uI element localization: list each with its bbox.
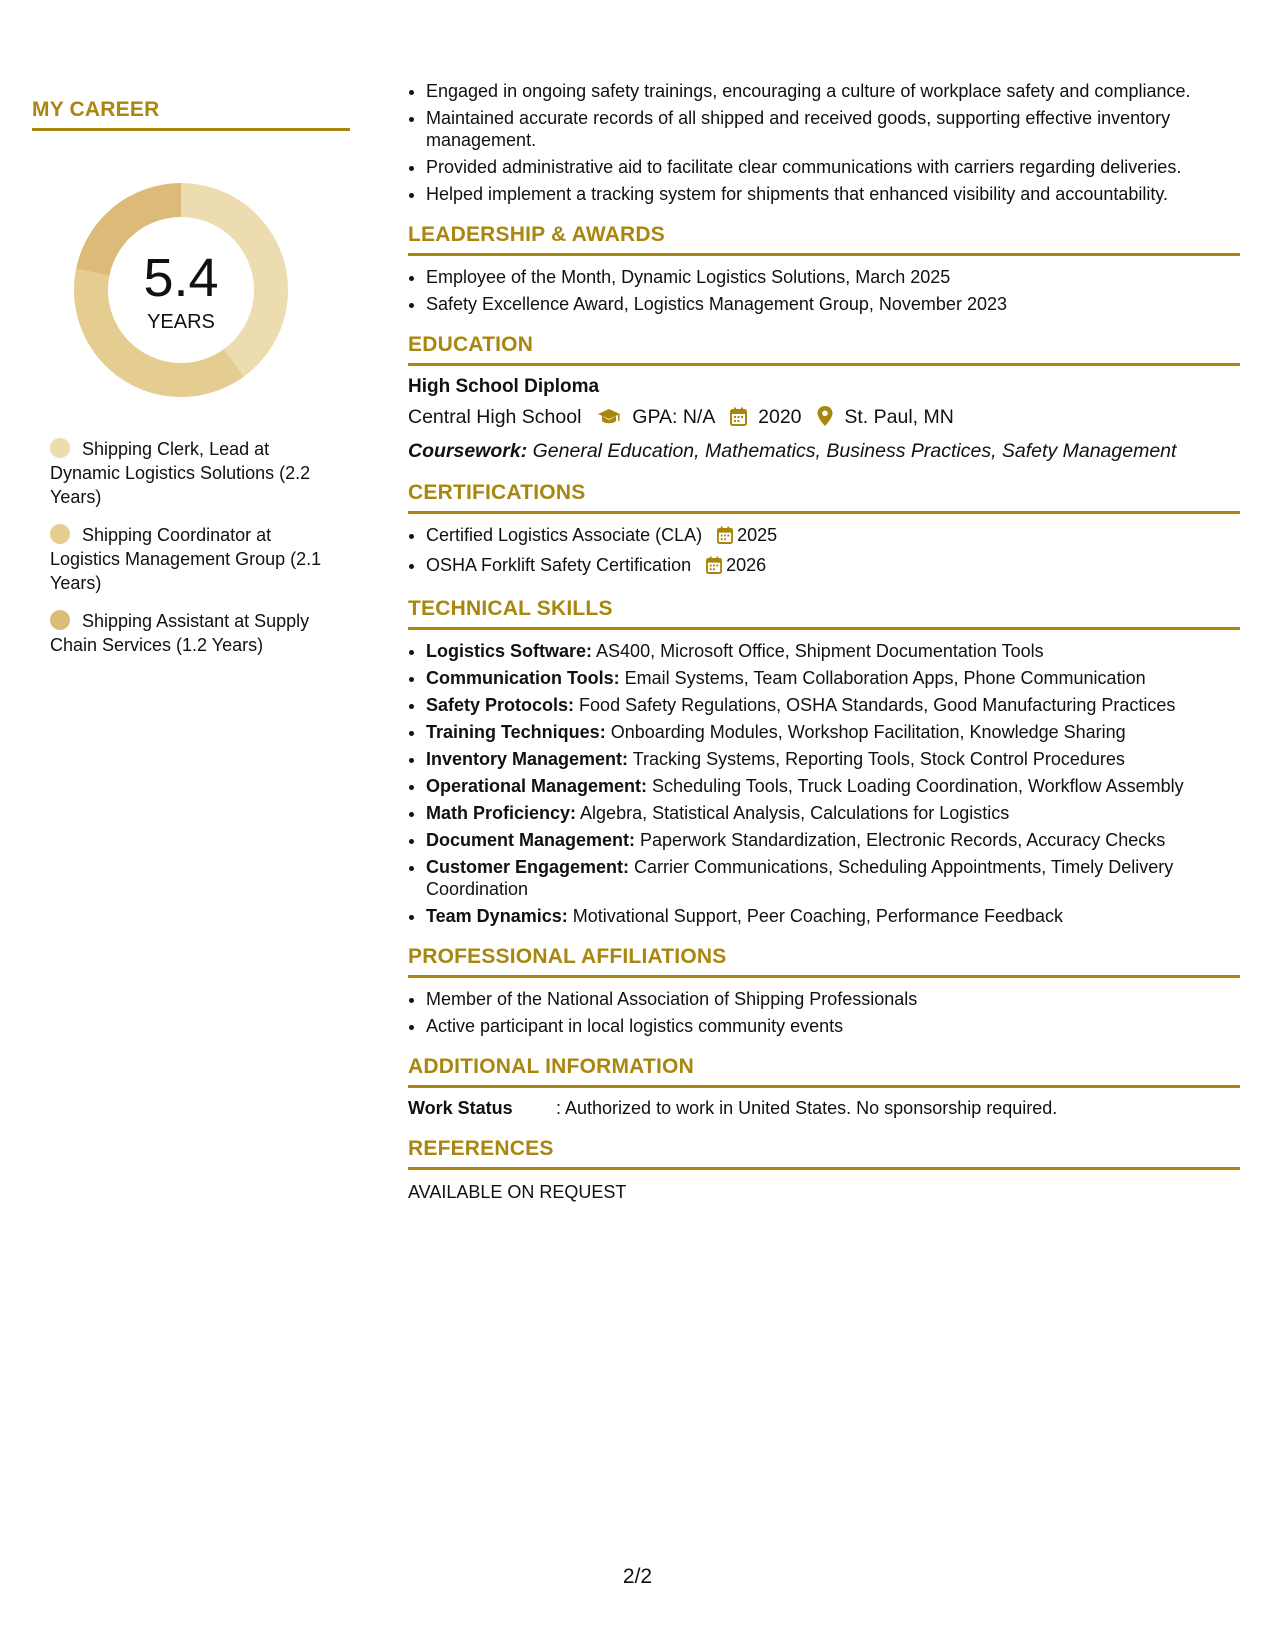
skill-item <box>426 802 1240 824</box>
work-status-value: : Authorized to work in United States. No sponsorship required. <box>556 1098 1058 1118</box>
references-section <box>408 1137 1240 1203</box>
total-years-unit: YEARS <box>147 311 215 333</box>
education-coursework <box>408 440 1240 463</box>
education-school: Central High School <box>408 406 582 428</box>
career-legend <box>50 437 340 657</box>
affiliation-item: • Active participant in local logistics community events <box>426 1015 1240 1037</box>
skill-label: Training Techniques: <box>426 722 606 742</box>
skill-text: AS400, Microsoft Office, Shipment Documentation Tools <box>592 641 1044 661</box>
skill-item <box>426 721 1240 743</box>
leadership-title: LEADERSHIP & AWARDS <box>408 223 1240 256</box>
skill-label: Operational Management: <box>426 776 648 796</box>
education-degree: High School Diploma <box>408 376 600 397</box>
calendar-icon <box>706 556 722 579</box>
education-gpa: GPA: N/A <box>632 406 715 428</box>
skill-text: Scheduling Tools, Truck Loading Coordination, Workflow Assembly <box>647 776 1184 796</box>
additional-info-title: ADDITIONAL INFORMATION <box>408 1055 1240 1088</box>
calendar-icon <box>730 407 747 432</box>
legend-dot <box>50 524 70 544</box>
skill-label: Inventory Management: <box>426 749 629 769</box>
education-title: EDUCATION <box>408 333 1240 366</box>
skill-text: Carrier Communications, Scheduling Appointments, Timely Delivery Coordination <box>426 857 1174 899</box>
certification-name: OSHA Forklift Safety Certification <box>426 555 692 575</box>
career-sidebar <box>32 98 352 671</box>
education-location: St. Paul, MN <box>844 406 954 428</box>
certification-item <box>426 524 1240 549</box>
experience-bullet: • Provided administrative aid to facilitate clear communications with carriers regarding deliveries. <box>426 156 1240 178</box>
skill-item <box>426 667 1240 689</box>
map-pin-icon <box>817 406 833 432</box>
certification-name: Certified Logistics Associate (CLA) <box>426 525 703 545</box>
legend-item <box>50 609 340 657</box>
skill-item <box>426 775 1240 797</box>
references-text: AVAILABLE ON REQUEST <box>408 1182 627 1202</box>
references-title: REFERENCES <box>408 1137 1240 1170</box>
legend-label: Shipping Clerk, Lead at Dynamic Logistics Solutions (2.2 Years) <box>50 439 311 507</box>
experience-bullet: • Helped implement a tracking system for shipments that enhanced visibility and accountability. <box>426 183 1240 205</box>
affiliations-title: PROFESSIONAL AFFILIATIONS <box>408 945 1240 978</box>
skill-item <box>426 640 1240 662</box>
donut-center <box>66 175 296 405</box>
skill-item <box>426 748 1240 770</box>
legend-dot <box>50 438 70 458</box>
legend-item <box>50 437 340 509</box>
skill-label: Safety Protocols: <box>426 695 575 715</box>
skill-item <box>426 905 1240 927</box>
affiliations-section <box>408 945 1240 1037</box>
legend-item <box>50 523 340 595</box>
skill-text: Paperwork Standardization, Electronic Records, Accuracy Checks <box>635 830 1166 850</box>
skill-label: Communication Tools: <box>426 668 620 688</box>
additional-info-section <box>408 1055 1240 1119</box>
affiliations-list <box>408 988 1240 1037</box>
skill-text: Motivational Support, Peer Coaching, Performance Feedback <box>567 906 1063 926</box>
work-status-label: Work Status <box>408 1098 513 1118</box>
calendar-icon <box>717 526 733 549</box>
skill-text: Tracking Systems, Reporting Tools, Stock Control Procedures <box>628 749 1125 769</box>
experience-bullet: • Engaged in ongoing safety trainings, encouraging a culture of workplace safety and compliance. <box>426 80 1240 102</box>
leadership-section <box>408 223 1240 315</box>
skill-label: Customer Engagement: <box>426 857 630 877</box>
certification-item <box>426 554 1240 579</box>
leadership-item: • Employee of the Month, Dynamic Logistics Solutions, March 2025 <box>426 266 1240 288</box>
education-section <box>408 333 1240 463</box>
leadership-list <box>408 266 1240 315</box>
skill-label: Math Proficiency: <box>426 803 577 823</box>
certifications-section <box>408 481 1240 579</box>
experience-bullet: • Maintained accurate records of all shipped and received goods, supporting effective inventory management. <box>426 107 1240 151</box>
experience-bullet-list <box>408 80 1240 205</box>
skills-list <box>408 640 1240 927</box>
certifications-title: CERTIFICATIONS <box>408 481 1240 514</box>
coursework-label: Coursework: <box>408 440 528 462</box>
page-number: 2/2 <box>622 1565 653 1588</box>
education-details <box>408 406 1240 432</box>
skills-section <box>408 597 1240 927</box>
skill-label: Team Dynamics: <box>426 906 568 926</box>
skills-title: TECHNICAL SKILLS <box>408 597 1240 630</box>
skill-item <box>426 856 1240 900</box>
certification-date <box>706 554 766 579</box>
education-year: 2020 <box>758 406 802 428</box>
work-status-row <box>408 1098 1240 1119</box>
career-donut-chart <box>66 175 296 405</box>
certifications-list <box>408 524 1240 579</box>
skill-text: Food Safety Regulations, OSHA Standards, Good Manufacturing Practices <box>574 695 1176 715</box>
affiliation-item: • Member of the National Association of Shipping Professionals <box>426 988 1240 1010</box>
skill-item <box>426 694 1240 716</box>
skill-label: Logistics Software: <box>426 641 593 661</box>
certification-date <box>717 524 777 549</box>
legend-label: Shipping Coordinator at Logistics Management Group (2.1 Years) <box>50 525 322 593</box>
legend-label: Shipping Assistant at Supply Chain Services (1.2 Years) <box>50 611 310 655</box>
graduation-cap-icon <box>597 408 621 432</box>
skill-text: Onboarding Modules, Workshop Facilitation, Knowledge Sharing <box>605 722 1126 742</box>
main-content <box>408 80 1240 1203</box>
legend-dot <box>50 610 70 630</box>
total-years-value: 5.4 <box>143 248 219 308</box>
skill-text: Email Systems, Team Collaboration Apps, Phone Communication <box>619 668 1146 688</box>
skill-text: Algebra, Statistical Analysis, Calculations for Logistics <box>576 803 1010 823</box>
skill-item <box>426 829 1240 851</box>
skill-label: Document Management: <box>426 830 636 850</box>
certification-year: 2026 <box>726 555 767 575</box>
career-title: MY CAREER <box>32 98 350 131</box>
certification-year: 2025 <box>737 525 778 545</box>
coursework-text: General Education, Mathematics, Business Practices, Safety Management <box>527 440 1177 462</box>
leadership-item: • Safety Excellence Award, Logistics Management Group, November 2023 <box>426 293 1240 315</box>
